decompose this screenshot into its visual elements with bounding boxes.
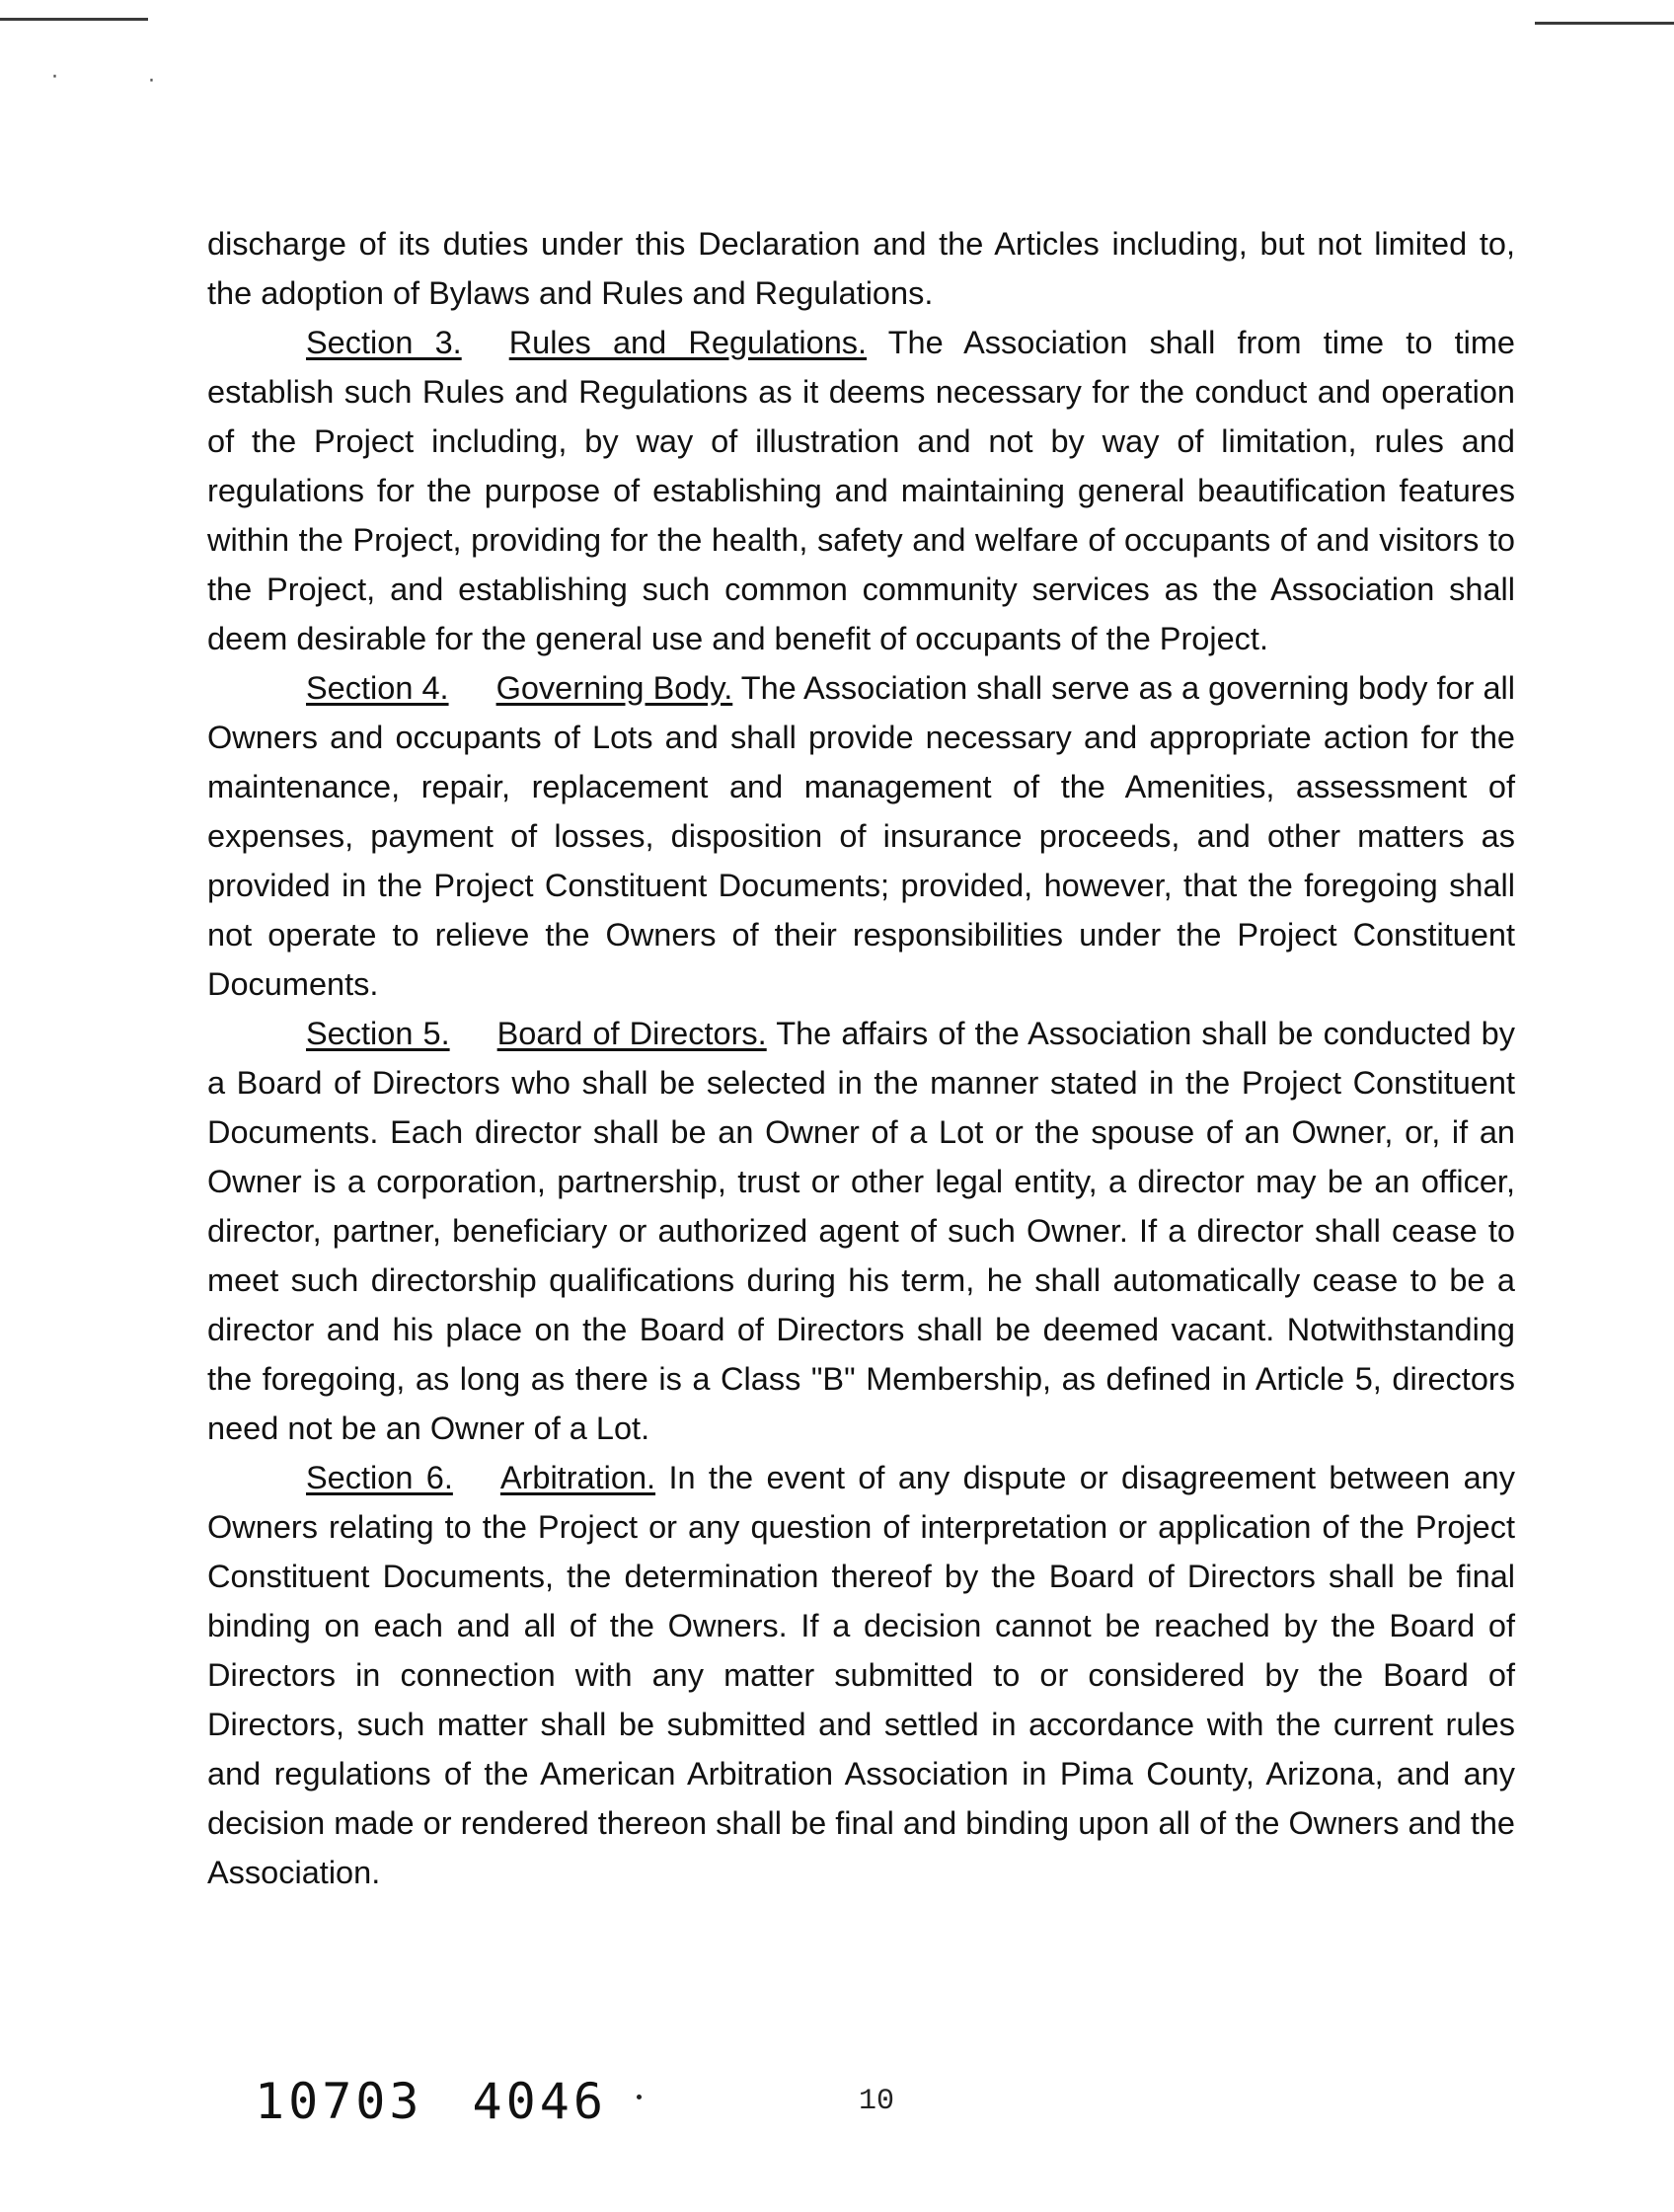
section-title: Arbitration.: [499, 1460, 656, 1495]
section-title: Board of Directors.: [496, 1016, 767, 1051]
document-body: [207, 219, 1515, 1897]
scan-dot: [637, 2095, 642, 2099]
section-text: The Association shall serve as a governing body for all Owners and occupants of Lots and shall provide necessary and appropriate action for the maintenance, repair, replacement and management of the Amenities, assessment of expenses, payment of losses, disposition of insurance proceeds, and other matters as provided in the Project Constituent Documents; provided, however, that the foregoing shall not operate to relieve the Owners of their responsibilities under the Project Constituent Documents.: [207, 670, 1515, 1002]
section-title: Rules and Regulations.: [508, 325, 868, 360]
section-4: [207, 663, 1515, 1009]
section-5: [207, 1009, 1515, 1453]
recording-book: 10703: [255, 2073, 423, 2130]
page-number: 10: [859, 2085, 895, 2118]
scan-edge-line-right: [1535, 22, 1674, 25]
section-text: In the event of any dispute or disagreement between any Owners relating to the Project or any question of interpretation or application of the Project Constituent Documents, the determination thereof by the Board of Directors shall be final binding on each and all of the Owners. If a decision cannot be reached by the Board of Directors in connection with any matter submitted to or considered by the Board of Directors, such matter shall be submitted and settled in accordance with the current rules and regulations of the American Arbitration Association in Pima County, Arizona, and any decision made or rendered thereon shall be final and binding upon all of the Owners and the Association.: [207, 1460, 1516, 1890]
recording-page: 4046: [472, 2073, 607, 2130]
section-3: [207, 318, 1515, 663]
section-number: Section 3.: [306, 325, 462, 360]
section-title: Governing Body.: [495, 670, 733, 706]
opening-paragraph: discharge of its duties under this Declaration and the Articles including, but not limited to, the adoption of Bylaws and Rules and Regulations.: [207, 226, 1515, 311]
section-number: Section 4.: [306, 670, 449, 706]
section-text: The Association shall from time to time establish such Rules and Regulations as it deems necessary for the conduct and operation of the Project including, by way of illustration and not by way of limitation, rules and regulations for the purpose of establishing and maintaining general beautification features within the Project, providing for the health, safety and welfare of occupants of and visitors to the Project, and establishing such common community services as the Association shall deem desirable for the general use and benefit of occupants of the Project.: [207, 325, 1515, 656]
section-6: [207, 1453, 1515, 1897]
scan-speck: ·: [148, 69, 155, 94]
scan-speck: ·: [51, 65, 58, 90]
scan-edge-line-left: [0, 18, 148, 21]
section-number: Section 5.: [306, 1016, 450, 1051]
section-text: The affairs of the Association shall be conducted by a Board of Directors who shall be selected in the manner stated in the Project Constituent Documents. Each director shall be an Owner of a Lot or the spouse of an Owner, or, if an Owner is a corporation, partnership, trust or other legal entity, a director may be an officer, director, partner, beneficiary or authorized agent of such Owner. If a director shall cease to meet such directorship qualifications during his term, he shall automatically cease to be a director and his place on the Board of Directors shall be deemed vacant. Notwithstanding the foregoing, as long as there is a Class "B" Membership, as defined in Article 5, directors need not be an Owner of a Lot.: [207, 1016, 1516, 1446]
recording-stamp: [255, 2073, 607, 2130]
section-number: Section 6.: [306, 1460, 453, 1495]
